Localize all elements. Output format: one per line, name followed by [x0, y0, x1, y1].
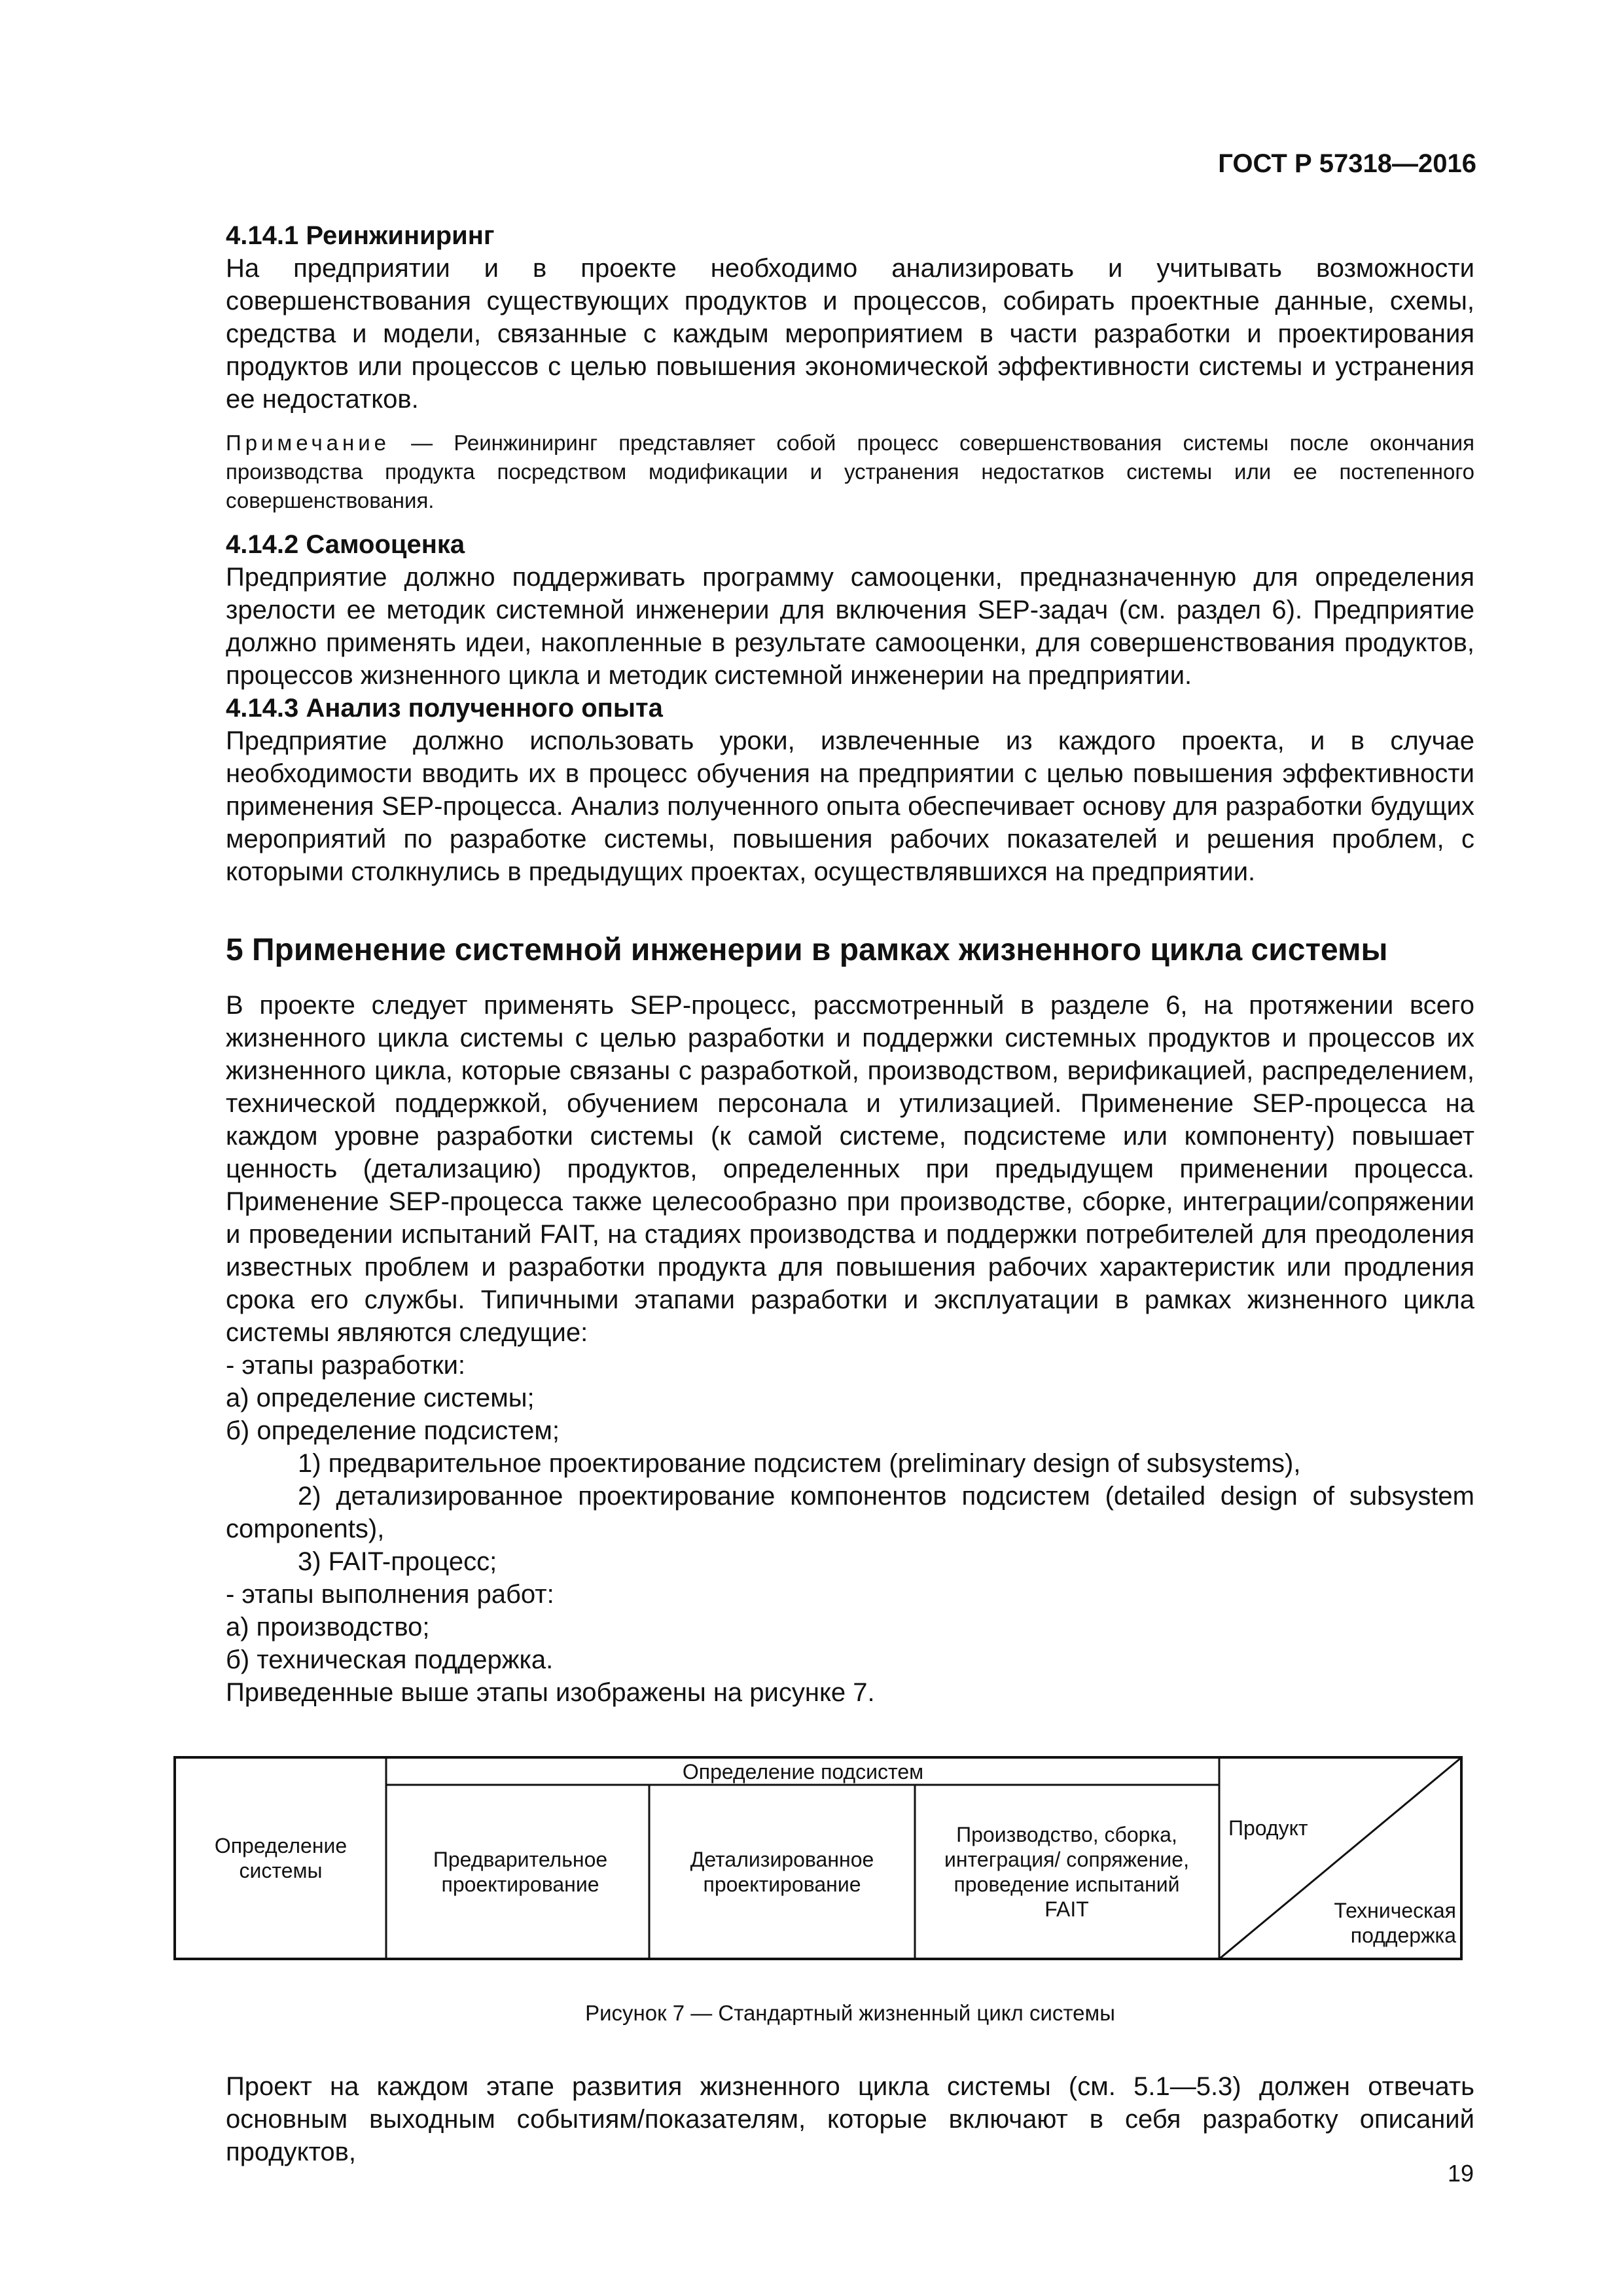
page-number: 19 — [1447, 2160, 1474, 2187]
list-item: - этапы разработки: — [226, 1351, 466, 1380]
cell-fait: Производство, сборка, интеграция/ сопряжение, проведение испытаний FAIT — [944, 1823, 1189, 1921]
list-item: а) определение системы; — [226, 1384, 535, 1412]
list-item: 3) FAIT-процесс; — [298, 1547, 497, 1576]
page-content — [214, 219, 1474, 2168]
paragraph-4-14-3: Предприятие должно использовать уроки, извлеченные из каждого проекта, и в случае необходимости вводить их в процесс обучения на предприятии с целью повышения эффективности применения SEP-процесса. Анализ полученного опыта обеспечивает основу для разработки будущих мероприятий по разработке системы, повышения рабочих показателей и решения проблем, с которыми столкнулись в предыдущих проектах, осуществлявшихся на предприятии. — [226, 726, 1474, 886]
heading-4-14-1: 4.14.1 Реинжиниринг — [226, 221, 495, 250]
list-item: б) определение подсистем; — [226, 1416, 560, 1445]
paragraph-4-14-2: Предприятие должно поддерживать программу самооценки, предназначенную для определения зрелости ее методик системной инженерии для включения SEP-задач (см. раздел 6). Предприятие должно применять идеи, накопленные в результате самооценки, для совершенствования продуктов, процессов жизненного цикла и методик системной инженерии на предприятии. — [226, 563, 1474, 690]
paragraph-4-14-1: На предприятии и в проекте необходимо анализировать и учитывать возможности совершенствования существующих продуктов и процессов, собирать проектные данные, схемы, средства и модели, связанные с каждым мероприятием в части разработки и проектирования продуктов или процессов с целью повышения экономической эффективности системы и устранения ее недостатков. — [226, 254, 1474, 414]
list-item: 2) детализированное проектирование компонентов подсистем (detailed design of subsystem components), — [226, 1482, 1474, 1543]
paragraph-final: Проект на каждом этапе развития жизненного цикла системы (см. 5.1—5.3) должен отвечать основным выходным событиям/показателям, которые включают в себя разработку описаний продуктов, — [226, 2072, 1474, 2166]
list-item: 1) предварительное проектирование подсистем (preliminary design of subsystems), — [298, 1449, 1301, 1478]
heading-4-14-3: 4.14.3 Анализ полученного опыта — [226, 694, 663, 723]
cell-detailed-design: Детализированное проектирование — [690, 1848, 874, 1896]
note-text: — Реинжиниринг представляет собой процесс совершенствования системы после окончания производства продукта посредством модификации и устранения недостатков системы или ее постепенного совершенствования. — [226, 431, 1474, 512]
cell-product: Продукт — [1228, 1816, 1308, 1840]
figure-caption: Рисунок 7 — Стандартный жизненный цикл системы — [585, 2001, 1115, 2025]
heading-section-5: 5 Применение системной инженерии в рамках жизненного цикла системы — [226, 933, 1388, 967]
list-item: а) производство; — [226, 1613, 430, 1641]
lifecycle-figure — [173, 1756, 1463, 1965]
list-item: б) техническая поддержка. — [226, 1645, 554, 1674]
note-reengineering — [226, 429, 1474, 515]
cell-system-definition: Определение системы — [214, 1834, 348, 1882]
document-code: ГОСТ Р 57318—2016 — [1218, 149, 1476, 178]
cell-subsystem-definition: Определение подсистем — [682, 1760, 924, 1784]
heading-4-14-2: 4.14.2 Самооценка — [226, 530, 465, 559]
note-label: Примечание — [226, 431, 391, 455]
list-item: Приведенные выше этапы изображены на рисунке 7. — [226, 1678, 875, 1707]
list-item: - этапы выполнения работ: — [226, 1580, 554, 1609]
paragraph-section-5: В проекте следует применять SEP-процесс, рассмотренный в разделе 6, на протяжении всего жизненного цикла системы с целью разработки и поддержки системных продуктов и процессов их жизненного цикла, которые связаны с разработкой, производством, верификацией, распределением, технической поддержкой, обучением персонала и утилизацией. Применение SEP-процесса на каждом уровне разработки системы (к самой системе, подсистеме или компоненту) повышает ценность (детализацию) продуктов, определенных при предыдущем применении процесса. Применение SEP-процесса также целесообразно при производстве, сборке, интеграции/сопряжении и проведении испытаний FAIT, на стадиях производства и поддержки потребителей для преодоления известных проблем и разработки продукта для повышения рабочих характеристик или продления срока его службы. Типичными этапами разработки и эксплуатации в рамках жизненного цикла системы являются следущие: — [226, 991, 1474, 1347]
cell-technical-support: Техническая поддержка — [1334, 1899, 1456, 1947]
stages-list — [226, 1349, 1474, 1709]
cell-preliminary-design: Предварительное проектирование — [433, 1848, 608, 1896]
